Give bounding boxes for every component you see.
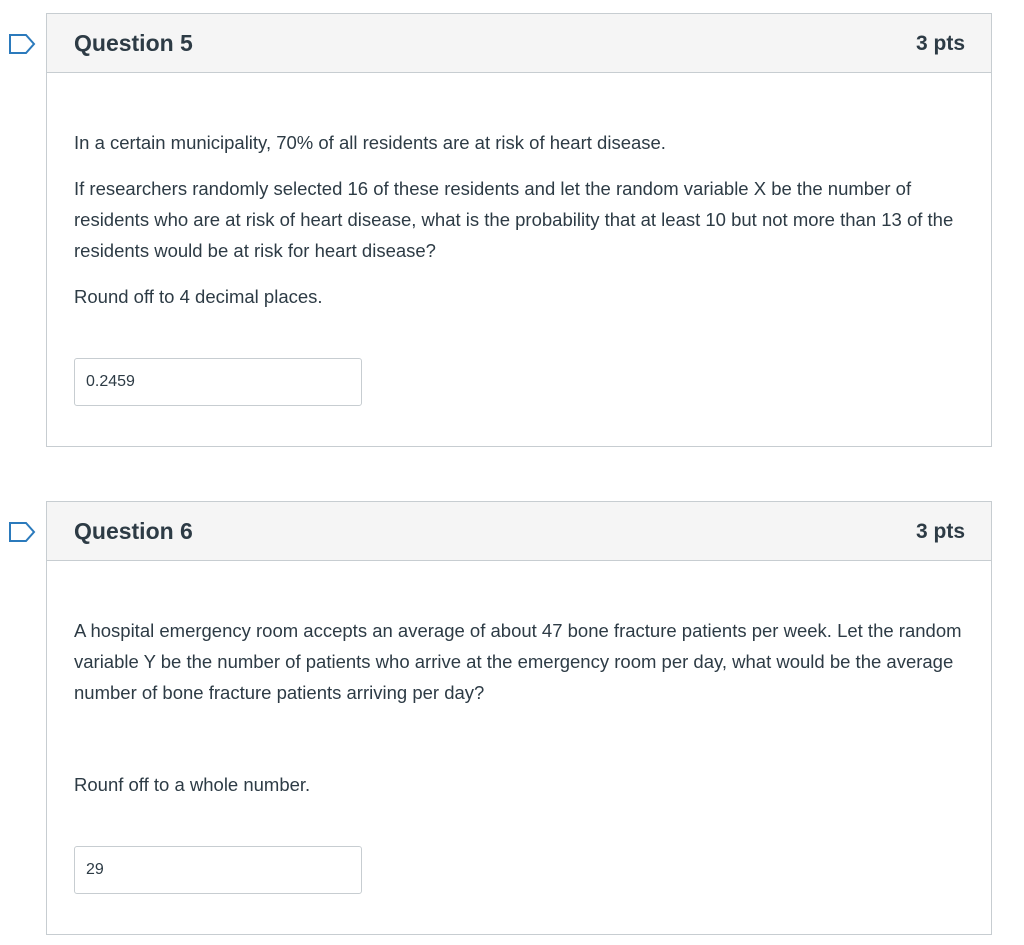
question-5-card — [46, 13, 992, 447]
question-5-text-3: Round off to 4 decimal places. — [74, 286, 323, 307]
question-5-header — [47, 14, 991, 73]
question-5-text-1: In a certain municipality, 70% of all residents are at risk of heart disease. — [74, 132, 666, 153]
question-5-answer-input[interactable] — [74, 358, 362, 406]
question-6-text-1: A hospital emergency room accepts an average of about 47 bone fracture patients per week. Let the random variable Y be the number of patients who arrive at the emergency room per day, what would be the average number of bone fracture patients arriving per day? — [74, 620, 962, 703]
flag-question-6-icon[interactable] — [8, 521, 36, 543]
question-6-text-2: Rounf off to a whole number. — [74, 774, 311, 795]
question-6-points: 3 pts — [915, 520, 965, 543]
question-6-title: Question 6 — [74, 518, 193, 544]
question-5-title: Question 5 — [74, 30, 193, 56]
question-5-text-2: If researchers randomly selected 16 of these residents and let the random variable X be the number of residents who are at risk of heart disease, what is the probability that at least 10 but not more than 13 of the residents would be at risk for heart disease? — [74, 178, 954, 261]
flag-question-5-icon[interactable] — [8, 33, 36, 55]
question-6-card — [46, 501, 992, 935]
question-6-header — [47, 502, 991, 561]
question-6-answer-input[interactable] — [74, 846, 362, 894]
question-5-points: 3 pts — [915, 32, 965, 55]
